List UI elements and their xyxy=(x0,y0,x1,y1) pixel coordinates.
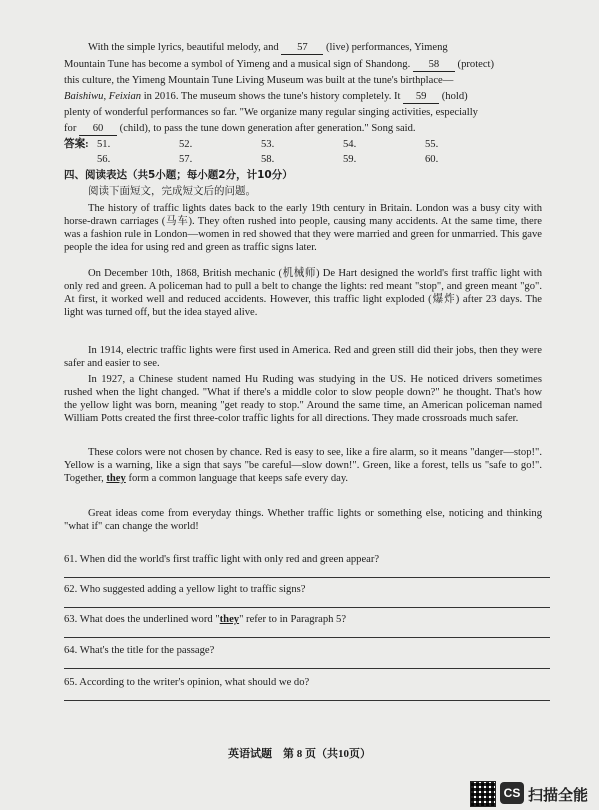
blank-59: 59 xyxy=(403,90,439,104)
cloze-line-5 xyxy=(64,106,478,119)
cloze-text: for xyxy=(64,123,77,134)
answer-slot: 53. xyxy=(261,139,275,150)
section-heading: 四、阅读表达（共5小题；每小题2分，计10分） xyxy=(64,169,293,181)
answer-line-63[interactable] xyxy=(64,637,550,638)
blank-60: 60 xyxy=(79,122,117,136)
answer-slot: 58. xyxy=(261,154,275,165)
cloze-text: With the simple lyrics, beautiful melody, and xyxy=(88,42,279,53)
paragraph-text: These colors were not chosen by chance. Red is easy to see, like a fire alarm, so it means "danger—stop!". Yellow is a warning, like a sign that says "be careful—slow down!". Green, like a forest, tells us "safe to go!". Together, xyxy=(64,447,542,484)
place-name: Feixian xyxy=(108,91,142,102)
scanner-watermark xyxy=(470,781,598,807)
answer-slot: 59. xyxy=(343,154,357,165)
cloze-line-6 xyxy=(64,122,416,136)
cloze-text: (hold) xyxy=(441,91,468,102)
question-61: 61. When did the world's first traffic light with only red and green appear? xyxy=(64,554,380,565)
answer-row-2 xyxy=(64,153,485,166)
cloze-text: (child), to pass the tune down generation after generation." Song said. xyxy=(119,123,416,134)
answer-slot: 51. xyxy=(97,139,111,150)
blank-57: 57 xyxy=(281,41,323,55)
answer-line-65[interactable] xyxy=(64,700,550,701)
cloze-line-4 xyxy=(64,90,468,104)
answer-line-61[interactable] xyxy=(64,577,550,578)
answer-slot: 57. xyxy=(179,154,193,165)
camscanner-logo-icon: CS xyxy=(500,782,524,804)
qr-code-icon xyxy=(470,781,496,807)
question-63 xyxy=(64,613,346,626)
cloze-line-2 xyxy=(64,58,494,72)
question-65: 65. According to the writer's opinion, what should we do? xyxy=(64,677,310,688)
answer-row-1 xyxy=(64,138,485,151)
passage-paragraph-2: On December 10th, 1868, British mechanic (机械师) De Hart designed the world's first traffic light with only red and green. A policeman had to pull a belt to change the lights: red meant "stop", and green meant "go". At first, it worked well and reduced accidents. However, this traffic light exploded (爆炸) after 23 days. The light was turned off, but the idea stayed alive. xyxy=(64,268,542,318)
answer-label: 答案: xyxy=(64,139,89,150)
cloze-text: plenty of wonderful performances so far. "We organize many regular singing activities, especially xyxy=(64,107,478,118)
answer-slot: 52. xyxy=(179,139,193,150)
question-64: 64. What's the title for the passage? xyxy=(64,645,215,656)
cloze-text: , xyxy=(103,91,109,102)
cloze-text: Mountain Tune has become a symbol of Yimeng and a musical sign of Shandong. xyxy=(64,59,411,70)
answer-slot: 55. xyxy=(425,139,439,150)
passage-paragraph-3: In 1914, electric traffic lights were first used in America. Red and green still did their jobs, then they were safer and easier to see. xyxy=(64,345,542,369)
section-instruction: 阅读下面短文，完成短文后的问题。 xyxy=(88,185,256,197)
question-text: " refer to in Paragraph 5? xyxy=(239,614,347,625)
passage-paragraph-1: The history of traffic lights dates back to the early 19th century in Britain. London was a busy city with horse-drawn carriages (马车). They often rushed into people, causing many accidents. At the same time, there was a fashion rule in London—women in red showed that they were married and green for unmarried. This gave people the idea for using red and green as traffic signs later. xyxy=(64,203,542,253)
answer-slot: 60. xyxy=(425,154,439,165)
underlined-word: they xyxy=(219,614,240,625)
answer-slot: 54. xyxy=(343,139,357,150)
page-footer: 英语试题 第 8 页（共10页） xyxy=(228,748,371,760)
cloze-text: this culture, the Yimeng Mountain Tune Living Museum was built at the tune's birthplace— xyxy=(64,75,454,86)
passage-paragraph-4: In 1927, a Chinese student named Hu Ruding was studying in the US. He noticed drivers sometimes rushed when the light changed. "What if there's a middle color to slow people down?" he thought. That's how the yellow light was born, meaning "get ready to stop." Around the same time, an American policeman named William Potts created the first three-color traffic lights for all directions. They made crossroads much safer. xyxy=(64,374,542,424)
underlined-word: they xyxy=(106,473,126,484)
answer-slot: 56. xyxy=(97,154,111,165)
blank-58: 58 xyxy=(413,58,455,72)
cloze-text: in 2016. The museum shows the tune's history completely. It xyxy=(141,91,401,102)
watermark-text: 扫描全能 xyxy=(528,786,589,804)
answer-line-64[interactable] xyxy=(64,668,550,669)
cloze-text: (protect) xyxy=(457,59,495,70)
place-name: Baishiwu xyxy=(64,91,104,102)
paragraph-text: form a common language that keeps safe every day. xyxy=(125,473,349,484)
passage-paragraph-5 xyxy=(64,446,542,485)
cloze-line-1 xyxy=(88,41,448,55)
passage-paragraph-6: Great ideas come from everyday things. Whether traffic lights or something else, noticing and thinking "what if" can change the world! xyxy=(64,508,542,532)
answer-line-62[interactable] xyxy=(64,607,550,608)
cloze-text: (live) performances, Yimeng xyxy=(326,42,448,53)
question-62: 62. Who suggested adding a yellow light to traffic signs? xyxy=(64,584,306,595)
cloze-line-3 xyxy=(64,74,453,87)
question-text: 63. What does the underlined word " xyxy=(64,614,220,625)
